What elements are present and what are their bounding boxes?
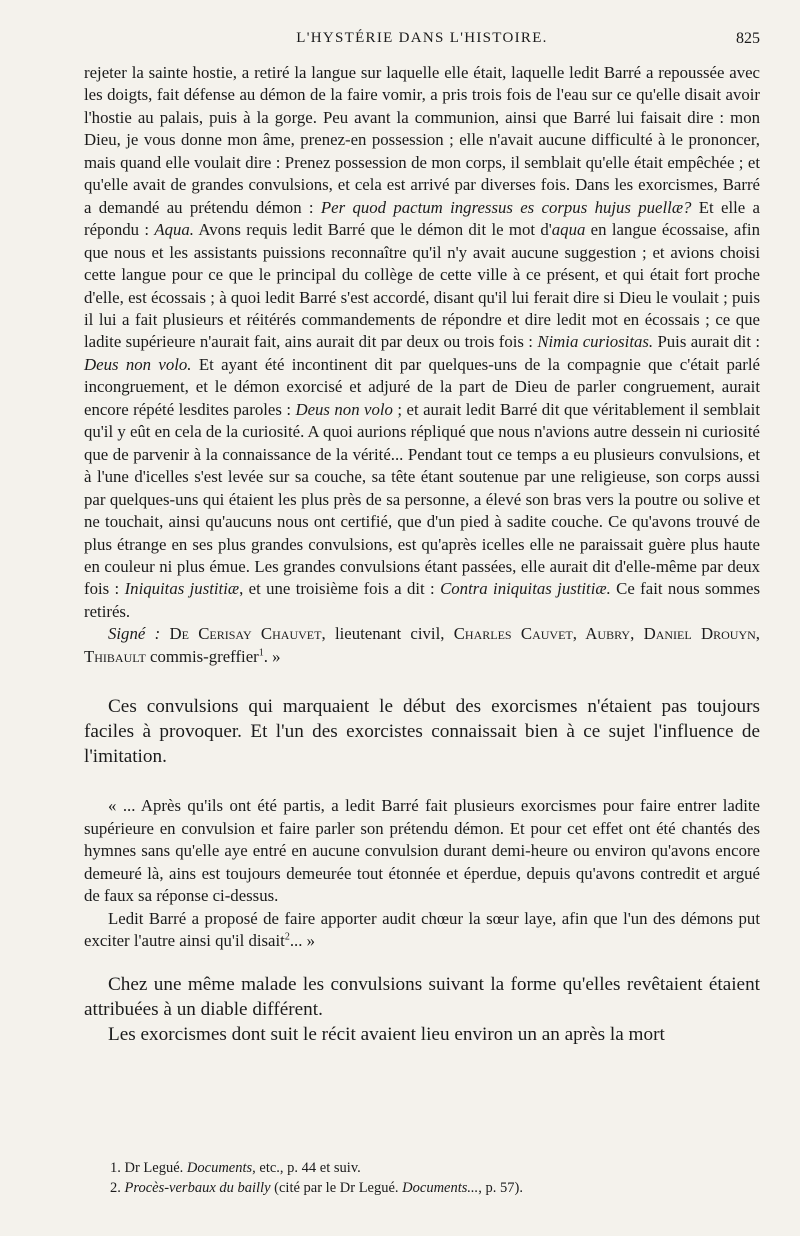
footnote-number: 1. bbox=[110, 1160, 121, 1176]
quote-text: Ce fait nous sommes retirés. bbox=[84, 579, 761, 621]
quote-text: Et elle a répondu : bbox=[84, 197, 760, 240]
quote-text: , et une troisième fois a dit : bbox=[239, 579, 441, 599]
latin-phrase: Nimia curiositas. bbox=[537, 332, 654, 352]
latin-phrase: Aqua. bbox=[154, 220, 194, 240]
main-paragraph-2: Chez une même malade les convulsions suivant la forme qu'elles revêtaient étaient attribuées à un diable différent. bbox=[84, 974, 760, 1021]
body-text bbox=[84, 62, 760, 1047]
main-paragraph-1: Ces convulsions qui marquaient le début des exorcismes n'étaient pas toujours faciles à provoquer. Et l'un des exorcistes connaissait bien à ce sujet l'influence de l'imitation. bbox=[84, 696, 760, 768]
latin-phrase: aqua bbox=[551, 220, 586, 240]
latin-phrase: Per quod pactum ingressus es corpus hujus puellæ? bbox=[320, 197, 692, 217]
footnote-ref: 2 bbox=[284, 931, 290, 943]
quote-text: ; et aurait ledit Barré dit que véritablement il semblait qu'il y eût en cela de la curiosité. A quoi aurions répliqué que nous n'avions autre dessein ni curiosité que de parvenir à la connaissance de la vérité... Pendant tout ce temps a eu plusieurs convulsions, et à l'une d'icelles s'est levée sur sa couche, sa tête étant soutenue par une religieuse, son corps aussi par quelques-uns qui étaient les plus près de sa personne, a élevé son bras vers la poutre ou solive et ne touchait, ainsi qu'aucuns nous ont certifié, que d'un pied à sadite couche. Ce qu'avons trouvé de plus étrange en ses plus grandes convulsions, est qu'après icelles elle ne paraissait guère plus haute en couleur ni plus émue. Les grandes convulsions étant passées, elle aurait dit d'elle-même par deux fois : bbox=[84, 399, 761, 599]
footnote-text: , etc., p. 44 et suiv. bbox=[252, 1160, 361, 1176]
running-title: L'HYSTÉRIE DANS L'HISTOIRE. bbox=[296, 30, 548, 46]
quote-close: . » bbox=[263, 646, 281, 666]
footnote-text: , p. 57). bbox=[478, 1180, 524, 1196]
signature-block bbox=[84, 623, 760, 668]
main-paragraph-3: Les exorcismes dont suit le récit avaient lieu environ un an après la mort bbox=[108, 1024, 665, 1046]
quote-text: Puis aurait dit : bbox=[653, 332, 760, 352]
page-number: 825 bbox=[736, 30, 760, 47]
signatory-title: lieutenant civil, bbox=[325, 624, 454, 644]
quote-text: en langue écossaise, afin que nous et les assistants puissions reconnaître qu'il n'y avait aucune suggestion ; et avions choisi cette langue pour ce que le principal du collège de cette ville à ce présent, et qui était fort proche d'elle, est écossais ; à quoi ledit Barré s'est accordé, disant qu'il lui ferait dire si Dieu le voulait ; puis il lui a fait plusieurs et réitérés commandements de répondre et dire ledit mot en écossais ; ce que ladite supérieure n'aurait fait, ains aurait dit par deux ou trois fois : bbox=[84, 220, 760, 352]
footnote-ref: 1 bbox=[258, 647, 264, 659]
footnote-2 bbox=[110, 1178, 760, 1198]
footnote-title: Documents bbox=[186, 1160, 253, 1176]
footnote-number: 2. bbox=[110, 1180, 121, 1196]
quote-text: Et ayant été incontinent dit par quelques-uns de la compagnie que c'était parlé incongruement, et le démon exorcisé et adjuré de la part de Dieu de parler congruement, aurait encore répété lesdites paroles : bbox=[84, 354, 761, 419]
latin-phrase: Iniquitas justitiæ bbox=[124, 579, 240, 599]
footnote-text: (cité par le Dr Legué. bbox=[270, 1180, 403, 1196]
quote-text: Ledit Barré a proposé de faire apporter audit chœur la sœur laye, afin que l'un des démons put exciter l'autre ainsi qu'il disait bbox=[84, 908, 760, 950]
quote-close: ... » bbox=[289, 930, 316, 950]
quote-paragraph-1 bbox=[84, 62, 760, 623]
quote-text: Avons requis ledit Barré que le démon dit le mot d' bbox=[193, 220, 552, 240]
signatory-title: commis-greffier bbox=[145, 646, 259, 666]
running-head bbox=[84, 30, 760, 56]
signatory-names: Charles Cauvet, Aubry, Daniel Drouyn, Thibault bbox=[84, 624, 760, 666]
quote-paragraph-3 bbox=[84, 908, 760, 953]
signature-label: Signé : bbox=[108, 624, 161, 644]
footnote-1 bbox=[110, 1158, 760, 1178]
footnote-title: Procès-verbaux du bailly bbox=[120, 1180, 271, 1196]
signatory-names: De Cerisay Chauvet, bbox=[160, 624, 326, 644]
latin-phrase: Deus non volo. bbox=[84, 354, 192, 374]
quote-text: rejeter la sainte hostie, a retiré la langue sur laquelle elle était, laquelle ledit Barré a repoussée avec les doigts, fait défense au démon de la faire vomir, a pris trois fois de l'eau sur ce qu'elle disait avoir l'hostie au palais, puis à la gorge. Peu avant la communion, ainsi que Barré lui faisait dire : mon Dieu, je vous donne mon âme, prenez-en possession ; elle n'avait aucune difficulté à le prononcer, mais quand elle voulait dire : Prenez possession de mon corps, il semblait qu'elle était empêchée ; et qu'elle avait de grandes convulsions, et cela est arrivé par diverses fois. Dans les exorcismes, Barré a demandé au prétendu démon : bbox=[84, 63, 760, 217]
quote-paragraph-2: « ... Après qu'ils ont été partis, a ledit Barré fait plusieurs exorcismes pour faire entrer ladite supérieure en convulsion et faire parler son prétendu démon. Et pour cet effet ont été chantés des hymnes sans qu'elle aye entré en aucune convulsion durant demi-heure ou environ qu'avons encore demeuré là, ains est toujours demeurée tout étonnée et éperdue, depuis qu'avons contredit et argué de faux sa réponse ci-dessus. bbox=[84, 796, 760, 906]
latin-phrase: Contra iniquitas justitiæ. bbox=[440, 579, 611, 599]
footnote-author: Dr Legué. bbox=[120, 1160, 187, 1176]
footnotes bbox=[110, 1158, 760, 1198]
latin-phrase: Deus non volo bbox=[295, 399, 393, 419]
footnote-title: Documents... bbox=[402, 1180, 479, 1196]
